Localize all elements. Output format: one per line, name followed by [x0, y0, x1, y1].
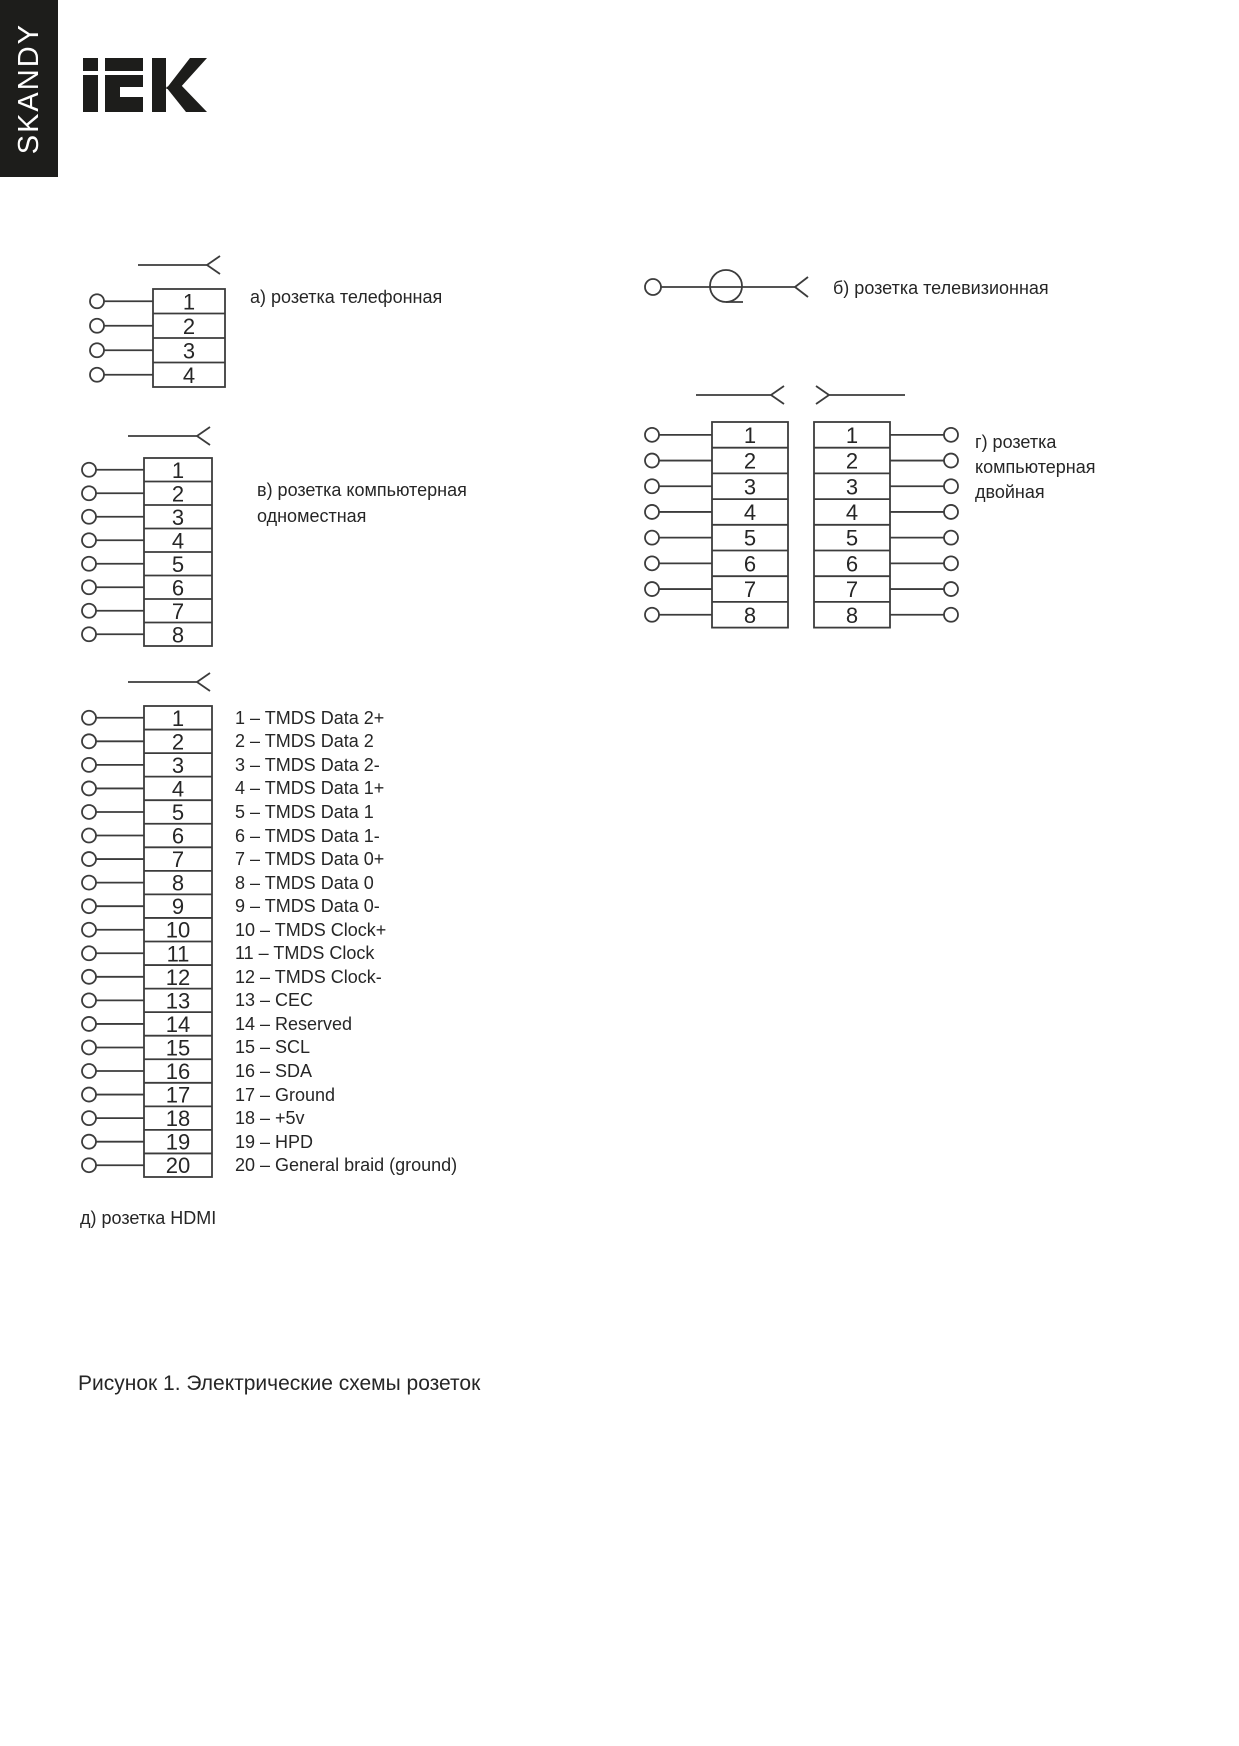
pin-number: 2	[182, 313, 196, 339]
hdmi-pin-description: 17 – Ground	[235, 1084, 336, 1105]
pin-number: 7	[171, 847, 185, 873]
pin-number: 4	[182, 362, 196, 388]
pin-number: 15	[165, 1035, 191, 1061]
pin-number: 13	[165, 988, 191, 1014]
pin-number: 6	[171, 575, 185, 601]
pin-number: 1	[171, 457, 185, 483]
pin-terminal	[90, 294, 104, 308]
pin-number: 5	[171, 551, 185, 577]
pin-number: 19	[165, 1129, 191, 1155]
pin-terminal	[82, 533, 96, 547]
hdmi-pin-description: 6 – TMDS Data 1-	[235, 825, 380, 846]
pin-terminal	[944, 531, 958, 545]
label-socket-computer-double-line2: компьютерная	[975, 457, 1096, 477]
pin-number: 5	[743, 525, 757, 551]
label-socket-telephone: а) розетка телефонная	[250, 287, 443, 307]
pin-terminal	[82, 486, 96, 500]
pin-terminal	[82, 805, 96, 819]
pin-terminal	[645, 428, 659, 442]
pin-terminal	[82, 970, 96, 984]
pin-number: 6	[845, 551, 859, 577]
pin-terminal	[944, 479, 958, 493]
hdmi-pin-description: 14 – Reserved	[235, 1013, 353, 1034]
figure-caption: Рисунок 1. Электрические схемы розеток	[78, 1372, 481, 1395]
plug-symbol-chevron	[197, 682, 210, 691]
pin-number: 10	[165, 917, 191, 943]
pin-number: 20	[165, 1153, 191, 1179]
pin-number: 12	[165, 964, 191, 990]
pin-number: 4	[171, 776, 185, 802]
hdmi-pin-description: 7 – TMDS Data 0+	[235, 849, 385, 870]
pin-number: 2	[171, 481, 185, 507]
pin-terminal	[944, 608, 958, 622]
pin-terminal	[645, 479, 659, 493]
pin-terminal	[82, 1158, 96, 1172]
pin-number: 18	[165, 1106, 191, 1132]
pin-terminal	[645, 531, 659, 545]
pin-number: 8	[845, 602, 859, 628]
plug-symbol-chevron	[197, 436, 210, 445]
plug-symbol-chevron	[207, 256, 220, 265]
pin-terminal	[82, 829, 96, 843]
hdmi-pin-description: 4 – TMDS Data 1+	[235, 778, 385, 799]
pin-number: 7	[171, 598, 185, 624]
label-socket-tv: б) розетка телевизионная	[833, 278, 1049, 298]
pin-terminal	[82, 852, 96, 866]
pin-terminal	[90, 343, 104, 357]
pin-terminal	[82, 627, 96, 641]
pin-terminal	[90, 368, 104, 382]
pin-number: 8	[171, 870, 185, 896]
pin-terminal	[645, 582, 659, 596]
pin-terminal	[944, 454, 958, 468]
pin-number: 17	[165, 1082, 191, 1108]
pin-terminal	[82, 711, 96, 725]
tv-socket-circle	[710, 270, 742, 302]
tv-terminal	[645, 279, 661, 295]
plug-symbol-chevron	[795, 277, 808, 287]
pin-terminal	[82, 557, 96, 571]
pin-terminal	[82, 510, 96, 524]
pin-number: 3	[845, 474, 859, 500]
pin-number: 2	[743, 448, 757, 474]
pin-number: 1	[171, 705, 185, 731]
pin-number: 8	[171, 622, 185, 648]
hdmi-pin-description: 16 – SDA	[235, 1061, 313, 1082]
label-socket-computer-double-line3: двойная	[975, 482, 1045, 502]
pin-number: 14	[165, 1011, 191, 1037]
hdmi-pin-description: 1 – TMDS Data 2+	[235, 707, 385, 728]
pin-terminal	[82, 1017, 96, 1031]
label-socket-computer-single-line2: одноместная	[257, 505, 367, 526]
hdmi-pin-description: 12 – TMDS Clock-	[235, 966, 382, 987]
hdmi-pin-description: 10 – TMDS Clock+	[235, 919, 387, 940]
pin-number: 2	[171, 729, 185, 755]
pin-terminal	[82, 1088, 96, 1102]
hdmi-pin-description: 19 – HPD	[235, 1131, 314, 1152]
pin-number: 4	[845, 499, 859, 525]
pin-terminal	[82, 1111, 96, 1125]
pin-terminal	[82, 946, 96, 960]
pin-number: 2	[845, 448, 859, 474]
pin-terminal	[82, 923, 96, 937]
pin-number: 8	[743, 602, 757, 628]
pin-number: 5	[171, 799, 185, 825]
pin-terminal	[82, 781, 96, 795]
pin-terminal	[645, 505, 659, 519]
label-socket-hdmi: д) розетка HDMI	[80, 1208, 217, 1228]
pin-terminal	[82, 876, 96, 890]
label-socket-computer-single-line1: в) розетка компьютерная	[257, 480, 467, 500]
hdmi-pin-description: 15 – SCL	[235, 1037, 311, 1058]
pin-number: 11	[166, 941, 190, 967]
hdmi-pin-description: 5 – TMDS Data 1	[235, 801, 374, 822]
plug-symbol-chevron	[771, 386, 784, 395]
label-socket-computer-single	[257, 478, 467, 529]
hdmi-pin-description: 3 – TMDS Data 2-	[235, 754, 380, 775]
plug-symbol-chevron	[197, 427, 210, 436]
pin-terminal	[645, 608, 659, 622]
pin-number: 6	[171, 823, 185, 849]
pin-terminal	[944, 428, 958, 442]
pin-number: 7	[845, 577, 859, 603]
pin-number: 3	[182, 338, 196, 364]
pin-number: 16	[165, 1059, 191, 1085]
plug-symbol-chevron	[816, 395, 829, 404]
plug-symbol-chevron	[795, 287, 808, 297]
hdmi-pin-description: 11 – TMDS Clock	[235, 943, 375, 964]
pin-terminal	[82, 604, 96, 618]
pin-number: 4	[743, 499, 757, 525]
pin-number: 3	[171, 752, 185, 778]
plug-symbol-chevron	[771, 395, 784, 404]
pin-number: 6	[743, 551, 757, 577]
pin-terminal	[82, 899, 96, 913]
label-socket-computer-double-line1: г) розетка	[975, 432, 1057, 452]
pin-terminal	[82, 1040, 96, 1054]
pin-number: 9	[171, 894, 185, 920]
pin-terminal	[82, 734, 96, 748]
hdmi-pin-description: 9 – TMDS Data 0-	[235, 896, 380, 917]
pin-terminal	[944, 505, 958, 519]
plug-symbol-chevron	[197, 673, 210, 682]
pin-number: 7	[743, 577, 757, 603]
hdmi-pin-description: 8 – TMDS Data 0	[235, 872, 374, 893]
pin-terminal	[90, 319, 104, 333]
pin-terminal	[645, 556, 659, 570]
label-socket-computer-double	[975, 430, 1095, 505]
pin-terminal	[82, 580, 96, 594]
pin-terminal	[645, 454, 659, 468]
pin-terminal	[82, 1135, 96, 1149]
pin-number: 1	[743, 422, 757, 448]
plug-symbol-chevron	[207, 265, 220, 274]
hdmi-pin-description: 18 – +5v	[235, 1108, 305, 1129]
pin-number: 1	[845, 422, 859, 448]
pin-terminal	[944, 556, 958, 570]
pin-terminal	[82, 993, 96, 1007]
pin-number: 1	[182, 289, 196, 315]
hdmi-pin-description: 20 – General braid (ground)	[235, 1155, 458, 1176]
hdmi-pin-description: 13 – CEC	[235, 990, 314, 1011]
pin-number: 3	[743, 474, 757, 500]
pin-number: 3	[171, 504, 185, 530]
brand-text: SKANDY	[12, 22, 45, 155]
plug-symbol-chevron	[816, 386, 829, 395]
pin-terminal	[944, 582, 958, 596]
pin-terminal	[82, 758, 96, 772]
hdmi-pin-description: 2 – TMDS Data 2	[235, 731, 374, 752]
pin-number: 5	[845, 525, 859, 551]
pin-terminal	[82, 463, 96, 477]
pin-number: 4	[171, 528, 185, 554]
pin-terminal	[82, 1064, 96, 1078]
